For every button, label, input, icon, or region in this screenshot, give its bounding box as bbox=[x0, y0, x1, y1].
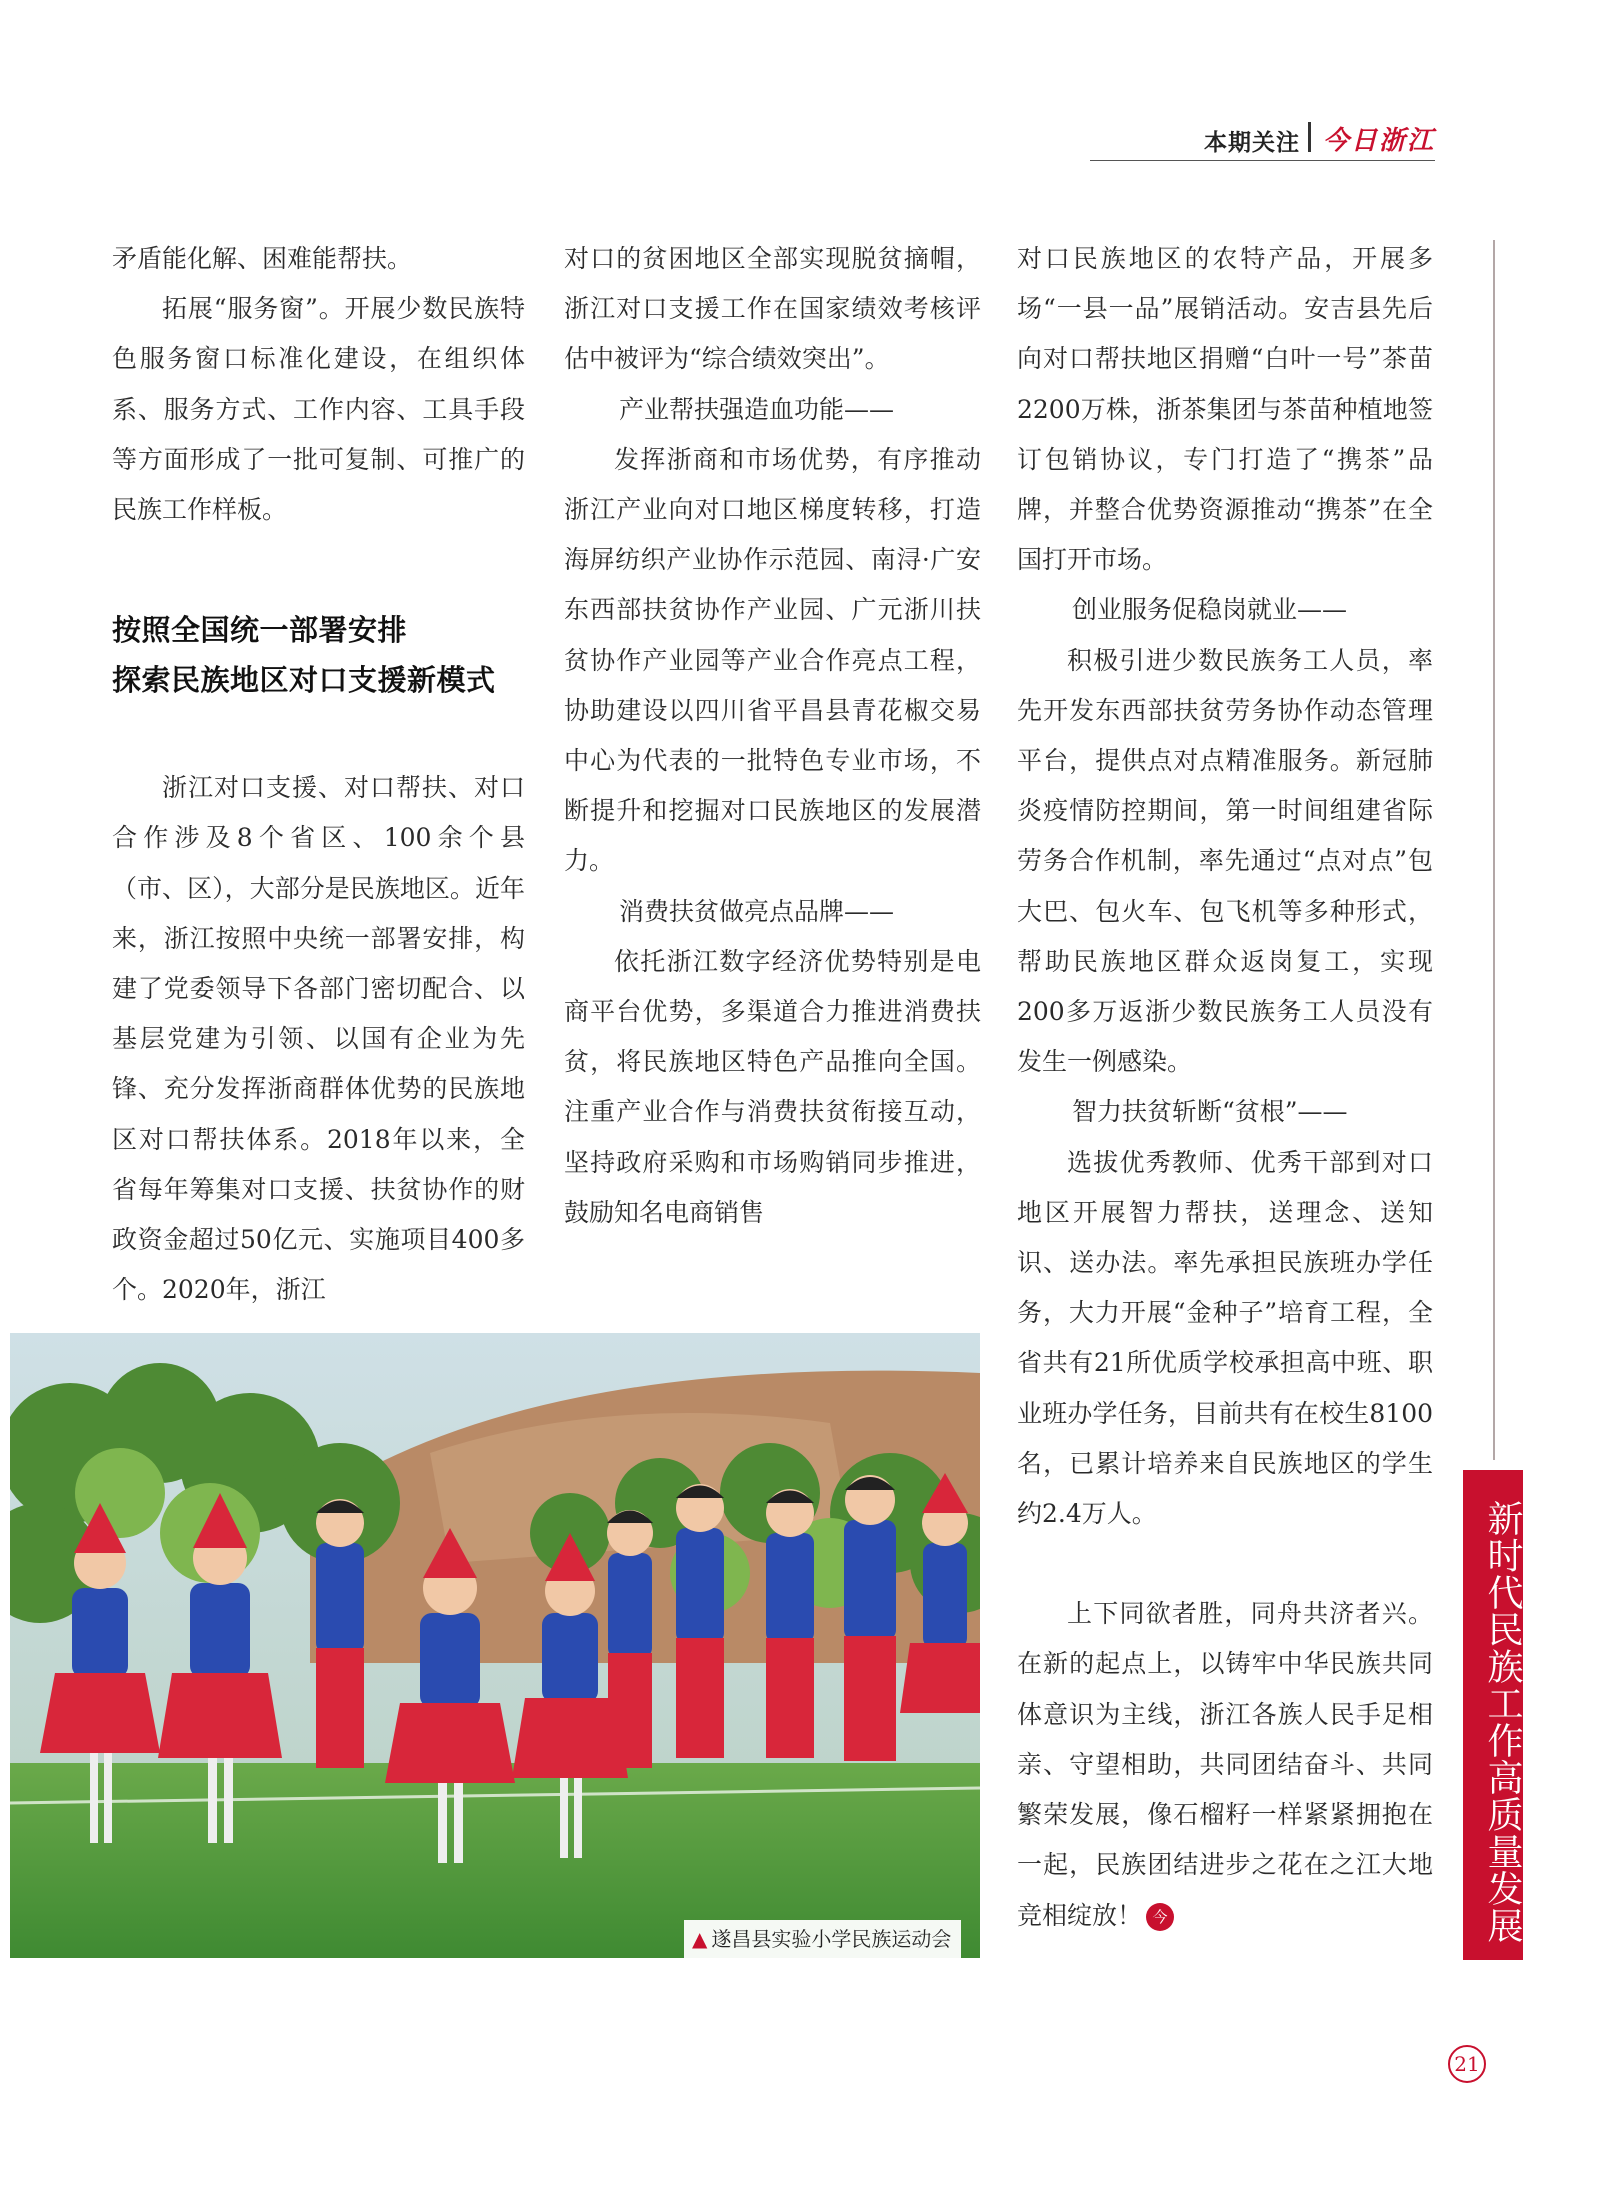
paragraph: 依托浙江数字经济优势特别是电商平台优势，多渠道合力推进消费扶贫，将民族地区特色产品推向全国。注重产业合作与消费扶贫衔接互动，坚持政府采购和市场购销同步推进，鼓励知名电商销售 bbox=[564, 946, 981, 1227]
section-heading-line-1: 按照全国统一部署安排 bbox=[112, 613, 408, 648]
paragraph: 对口的贫困地区全部实现脱贫摘帽，浙江对口支援工作在国家绩效考核评估中被评为“综合绩效突出”。 bbox=[564, 244, 981, 374]
photo-caption bbox=[684, 1920, 961, 1958]
page-header bbox=[1090, 118, 1435, 161]
paragraph: 拓展“服务窗”。开展少数民族特色服务窗口标准化建设，在组织体系、服务方式、工作内容、工具手段等方面形成了一批可复制、可推广的民族工作样板。 bbox=[112, 294, 525, 525]
section-label: 本期关注 bbox=[1204, 130, 1300, 156]
subheading: 产业帮扶强造血功能—— bbox=[619, 394, 895, 424]
caption-text: 遂昌县实验小学民族运动会 bbox=[711, 1927, 952, 1951]
photo-illustration bbox=[10, 1333, 980, 1958]
closing-text: 上下同欲者胜，同舟共济者兴。在新的起点上，以铸牢中华民族共同体意识为主线，浙江各族人民手足相亲、守望相助，共同团结奋斗、共同繁荣发展，像石榴籽一样紧紧拥抱在一起，民族团结进步之花在之江大地竞相绽放！ bbox=[1017, 1599, 1433, 1930]
paragraph: 浙江对口支援、对口帮扶、对口合作涉及8个省区、100余个县（市、区），大部分是民族地区。近年来，浙江按照中央统一部署安排，构建了党委领导下各部门密切配合、以基层党建为引领、以国有企业为先锋、充分发挥浙商群体优势的民族地区对口帮扶体系。2018年以来，全省每年筹集对口支援、扶贫协作的财政资金超过50亿元、实施项目400多个。2020年，浙江 bbox=[112, 773, 525, 1305]
subheading: 创业服务促稳岗就业—— bbox=[1072, 595, 1348, 625]
paragraph: 对口民族地区的农特产品，开展多场“一县一品”展销活动。安吉县先后向对口帮扶地区捐赠“白叶一号”茶苗2200万株，浙茶集团与茶苗种植地签订包销协议，专门打造了“携茶”品牌，并整合优势资源推动“携茶”在全国打开市场。 bbox=[1017, 244, 1433, 575]
closing-paragraph bbox=[1017, 1589, 1433, 1940]
sidebar-banner: 新时代民族工作高质量发展 bbox=[1463, 1470, 1523, 1960]
end-mark-icon: 今 bbox=[1146, 1903, 1174, 1931]
paragraph: 矛盾能化解、困难能帮扶。 bbox=[112, 244, 413, 273]
subheading: 智力扶贫斩断“贫根”—— bbox=[1072, 1097, 1348, 1127]
page-number: 21 bbox=[1448, 2045, 1486, 2083]
subheading: 消费扶贫做亮点品牌—— bbox=[619, 896, 895, 926]
column-rule bbox=[1493, 240, 1495, 1460]
header-divider bbox=[1308, 122, 1311, 152]
paragraph: 积极引进少数民族务工人员，率先开发东西部扶贫劳务协作动态管理平台，提供点对点精准服务。新冠肺炎疫情防控期间，第一时间组建省际劳务合作机制，率先通过“点对点”包大巴、包火车、包飞机等多种形式，帮助民族地区群众返岗复工，实现200多万返浙少数民族务工人员没有发生一例感染。 bbox=[1017, 645, 1433, 1077]
magazine-logo: 今日浙江 bbox=[1322, 126, 1435, 156]
section-heading-line-2: 探索民族地区对口支援新模式 bbox=[112, 663, 496, 698]
column-3 bbox=[1017, 234, 1433, 1941]
paragraph: 选拔优秀教师、优秀干部到对口地区开展智力帮扶，送理念、送知识、送办法。率先承担民族班办学任务，大力开展“金种子”培育工程，全省共有21所优质学校承担高中班、职业班办学任务，目前共有在校生8100名，已累计培养来自民族地区的学生约2.4万人。 bbox=[1017, 1147, 1433, 1529]
triangle-icon: ▲ bbox=[692, 1927, 708, 1951]
photo-ethnic-sports-meet bbox=[10, 1333, 980, 1958]
paragraph: 发挥浙商和市场优势，有序推动浙江产业向对口地区梯度转移，打造海屏纺织产业协作示范园、南浔·广安东西部扶贫协作产业园、广元浙川扶贫协作产业园等产业合作亮点工程，协助建设以四川省平昌县青花椒交易中心为代表的一批特色专业市场，不断提升和挖掘对口民族地区的发展潜力。 bbox=[564, 444, 981, 876]
column-1 bbox=[112, 234, 525, 1315]
column-2 bbox=[564, 234, 981, 1238]
